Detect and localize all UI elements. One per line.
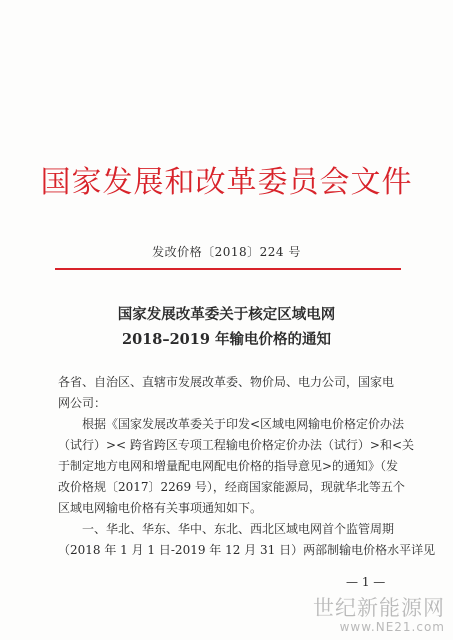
watermark-url: www.NE21.com [339, 620, 445, 634]
body-line: 区域电网输电价格有关事项通知如下。 [58, 501, 263, 515]
body-line: 改价格规〔2017〕2269 号），经商国家能源局，现就华北等五个 [58, 480, 405, 494]
body-line: 各省、自治区、直辖市发展改革委、物价局、电力公司，国家电 [58, 375, 395, 389]
body-line: （试行）>< 跨省跨区专项工程输电价格定价办法（试行）>和<关 [58, 438, 415, 452]
body-line: 根据《国家发展改革委关于印发<区域电网输电价格定价办法 [82, 417, 405, 431]
body-line: 一、华北、华东、华中、东北、西北区域电网首个监管周期 [82, 522, 395, 536]
document-number: 发改价格〔2018〕224 号 [152, 245, 301, 259]
body-line: （2018 年 1 月 1 日-2019 年 12 月 31 日）两部制输电价格水平详见 [58, 543, 436, 557]
body-text [58, 372, 436, 561]
notice-title-line-1: 国家发展改革委关于核定区域电网 [117, 306, 336, 323]
notice-title [0, 302, 453, 352]
watermark-text: 世纪新能源网 [313, 596, 445, 620]
body-line: 网公司： [58, 396, 107, 410]
notice-title-line-2: 2018–2019 年输电价格的通知 [121, 331, 331, 348]
document-header-title: 国家发展和改革委员会文件 [40, 165, 413, 200]
site-watermark [313, 592, 445, 634]
body-line: 于制定地方电网和增量配电网配电价格的指导意见>的通知》（发 [58, 459, 399, 473]
red-divider-line [55, 268, 401, 270]
page-number: — 1 — [346, 575, 386, 589]
